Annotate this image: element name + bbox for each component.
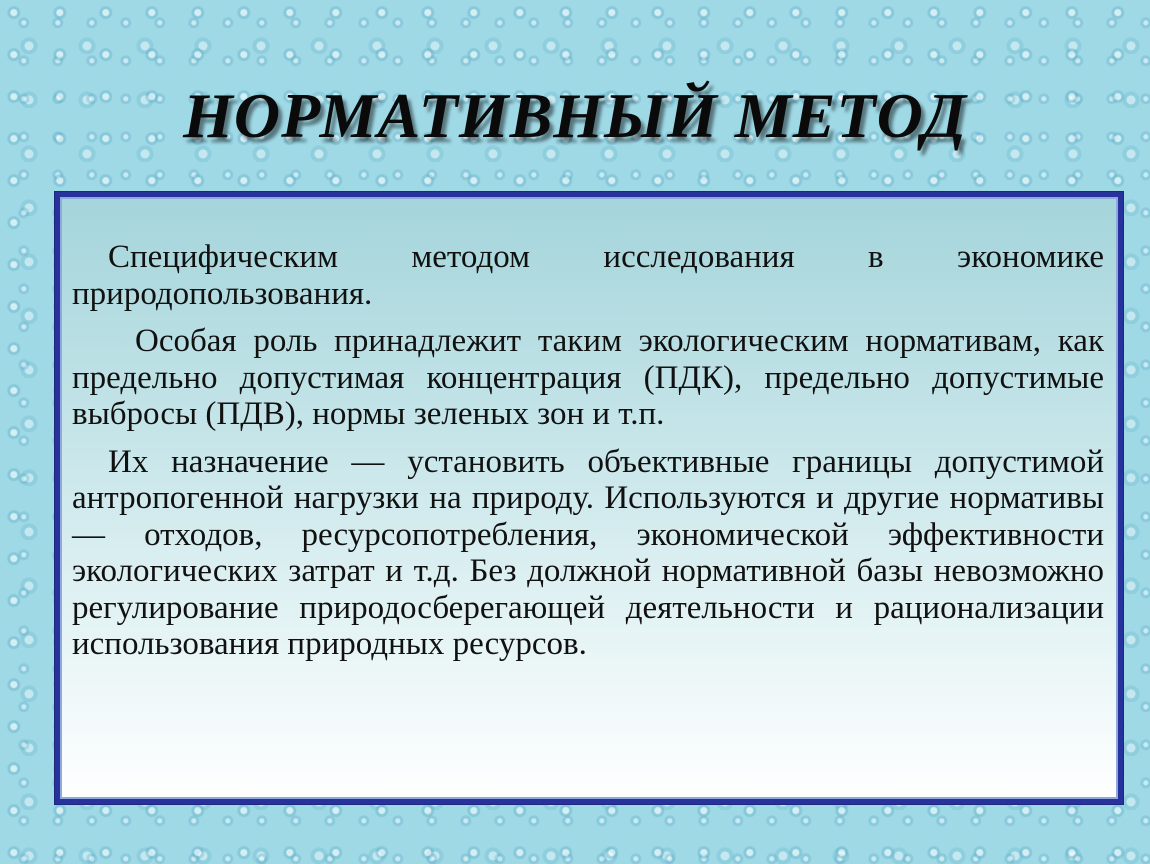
paragraph-definition: Специфическим методом исследования в экономике природопользования. (72, 239, 1104, 312)
slide-title: НОРМАТИВНЫЙ МЕТОД (183, 80, 967, 151)
paragraph-purpose: Их назначение — установить объективные границы допустимой антропогенной нагрузки на природу. Используются и другие нормативы — отходов, ресурсопотребления, экономической эффективности экологических затрат и т.д. Без должной нормативной базы невозможно регулирование природосберегающей деятельности и рационализации использования природных ресурсов. (72, 443, 1104, 662)
paragraph-norms: Особая роль принадлежит таким экологическим нормативам, как предельно допустимая концентрация (ПДК), предельно допустимые выбросы (ПДВ), нормы зеленых зон и т.п. (72, 323, 1104, 432)
content-box (55, 192, 1123, 804)
